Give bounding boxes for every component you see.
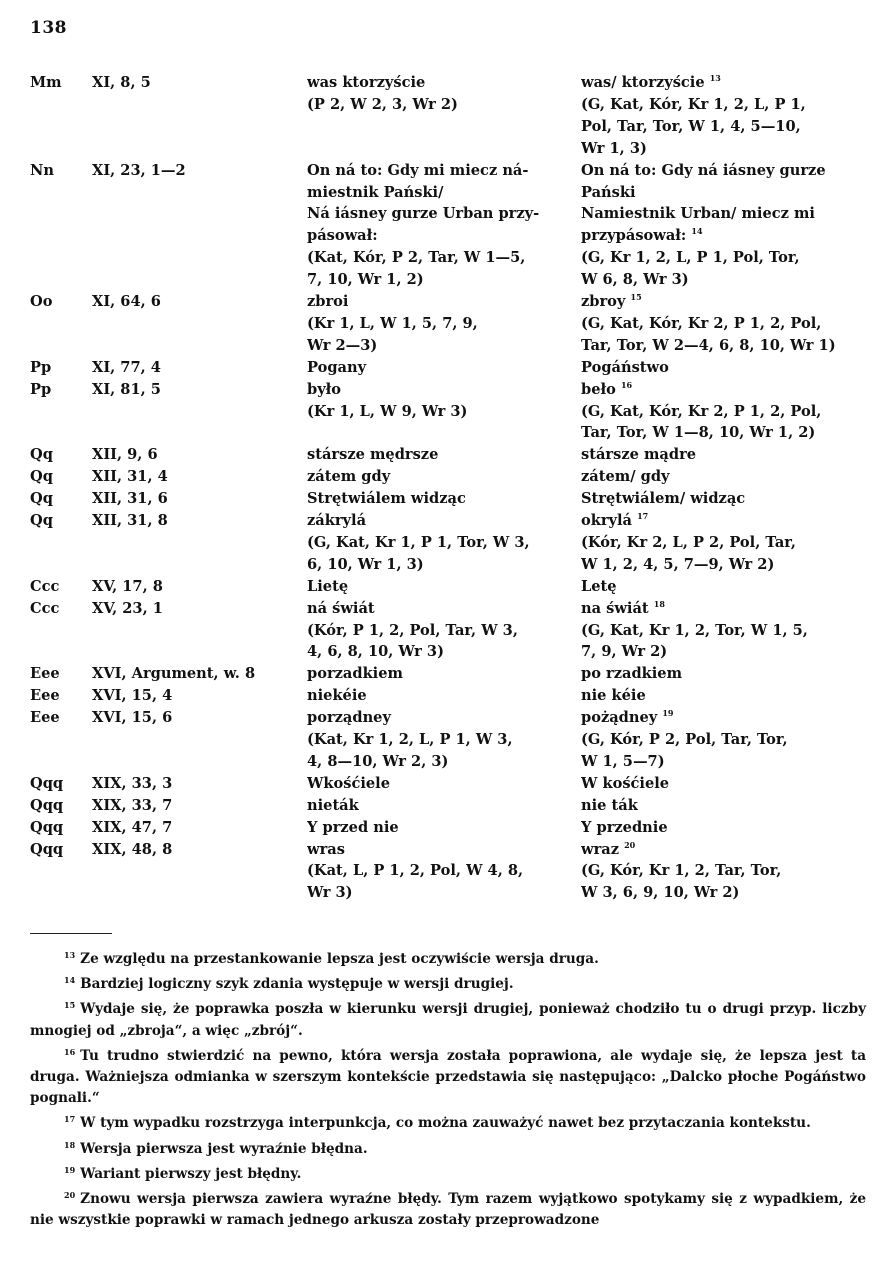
reading-line: (G, Kat, Kr 1, 2, Tor, W 1, 5, <box>581 621 808 639</box>
reading-first <box>307 160 575 291</box>
reading-line: 6, 10, Wr 1, 3) <box>307 555 424 573</box>
footnote-rule <box>30 933 112 934</box>
signature: Qq <box>30 446 53 464</box>
footnote <box>30 1109 866 1134</box>
signature: Ccc <box>30 577 60 595</box>
reading-first <box>307 839 575 905</box>
reading-second <box>581 444 866 466</box>
reading-line: ná świát <box>307 599 375 617</box>
footnote-text: W tym wypadku rozstrzyga interpunkcja, co można zauważyć nawet bez przytaczania kontekstu. <box>80 1115 811 1132</box>
reading-line: Tar, Tor, W 1—8, 10, Wr 1, 2) <box>581 424 816 442</box>
footnote-ref: 17 <box>637 511 649 521</box>
reading-line: (G, Kat, Kór, Kr 1, 2, L, P 1, <box>581 95 806 113</box>
reading-line: Tar, Tor, W 2—4, 6, 8, 10, Wr 1) <box>581 336 836 354</box>
footnote-ref: 15 <box>630 292 642 302</box>
footnote <box>30 1160 866 1185</box>
location: XVI, 15, 4 <box>92 687 173 705</box>
reading-line: zbroy $^{15}$ <box>581 292 642 310</box>
reading-first <box>307 795 575 817</box>
reading-line: (Kat, L, P 1, 2, Pol, W 4, 8, <box>307 862 524 880</box>
reading-line: okrylá $^{17}$ <box>581 511 649 529</box>
location: XI, 23, 1—2 <box>92 161 186 179</box>
reading-second <box>581 160 866 291</box>
location: XI, 77, 4 <box>92 358 161 376</box>
reading-second <box>581 291 866 357</box>
reading-line: pożądney $^{19}$ <box>581 708 674 727</box>
reading-line: Pol, Tar, Tor, W 1, 4, 5—10, <box>581 117 801 135</box>
reading-first <box>307 466 575 488</box>
reading-first <box>307 488 575 510</box>
location: XII, 31, 8 <box>92 512 168 529</box>
footnote <box>30 1185 866 1231</box>
reading-first <box>307 379 575 423</box>
reading-first <box>307 576 575 598</box>
reading-second <box>581 663 866 685</box>
reading-line: (G, Kór, P 2, Pol, Tar, Tor, <box>581 731 788 748</box>
location: XII, 31, 4 <box>92 468 168 486</box>
location: XII, 31, 6 <box>92 490 168 508</box>
footnote-number: 19 <box>64 1164 76 1175</box>
footnote-text: Wydaje się, że poprawka poszła w kierunku wersji drugiej, ponieważ chodziło tu o drugi przyp. liczby mnogiej od „zbroja“, a więc „zbrój“. <box>30 1001 866 1039</box>
signature: Mm <box>30 74 62 91</box>
signature: Eee <box>30 665 60 683</box>
signature: Nn <box>30 161 54 179</box>
reading-line: W 1, 5—7) <box>581 752 665 770</box>
footnote-ref: 19 <box>662 708 674 719</box>
reading-line: 4, 8—10, Wr 2, 3) <box>307 752 449 770</box>
reading-line: Wr 2—3) <box>307 336 378 354</box>
footnote-number: 20 <box>64 1190 76 1201</box>
reading-line: (Kór, P 1, 2, Pol, Tar, W 3, <box>307 621 518 639</box>
signature: Qqq <box>30 818 64 836</box>
location: XVI, Argument, w. 8 <box>92 665 256 683</box>
reading-line: Y przednie <box>581 818 668 836</box>
location: XIX, 33, 7 <box>92 796 173 814</box>
reading-line: 4, 6, 8, 10, Wr 3) <box>307 643 444 661</box>
footnote-text: Wariant pierwszy jest błędny. <box>80 1165 302 1182</box>
location: XI, 64, 6 <box>92 293 161 310</box>
reading-line: Wr 1, 3) <box>581 139 647 157</box>
reading-line: 7, 9, Wr 2) <box>581 643 668 661</box>
reading-line: miestnik Pański/ <box>307 183 444 201</box>
reading-first <box>307 510 575 576</box>
location: XIX, 48, 8 <box>92 840 173 858</box>
location: XIX, 47, 7 <box>92 818 173 836</box>
reading-line: nie ták <box>581 796 638 814</box>
reading-line: Pogany <box>307 358 367 376</box>
reading-line: nieták <box>307 796 359 814</box>
reading-line: Namiestnik Urban/ miecz mi <box>581 205 815 223</box>
reading-first <box>307 72 575 116</box>
location: XII, 9, 6 <box>92 446 158 464</box>
location: XV, 23, 1 <box>92 599 163 617</box>
reading-first <box>307 707 575 773</box>
location: XI, 81, 5 <box>92 380 161 398</box>
footnote-ref: 18 <box>653 598 665 609</box>
footnote-ref: 13 <box>709 73 721 83</box>
reading-line: Lietę <box>307 577 349 595</box>
footnote <box>30 995 866 1041</box>
reading-line: (G, Kór, Kr 1, 2, Tar, Tor, <box>581 862 782 880</box>
reading-line: pásował: <box>307 227 378 245</box>
reading-second <box>581 466 866 488</box>
reading-line: zbroi <box>307 293 349 310</box>
reading-line: zátem gdy <box>307 468 391 486</box>
reading-line: wras <box>307 840 345 858</box>
reading-second <box>581 839 866 905</box>
reading-line: zátem/ gdy <box>581 468 670 486</box>
signature: Qqq <box>30 774 64 792</box>
reading-line: (Kat, Kór, P 2, Tar, W 1—5, <box>307 249 526 267</box>
reading-line: stársze mądre <box>581 446 697 464</box>
reading-line: porzadkiem <box>307 665 403 683</box>
footnotes <box>30 945 866 1231</box>
reading-second <box>581 707 866 773</box>
reading-second <box>581 72 866 160</box>
reading-line: było <box>307 380 342 398</box>
reading-first <box>307 598 575 664</box>
reading-line: (G, Kat, Kór, Kr 2, P 1, 2, Pol, <box>581 314 822 332</box>
reading-line: was ktorzyście <box>307 74 426 91</box>
reading-first <box>307 817 575 839</box>
signature: Pp <box>30 380 52 398</box>
signature: Qqq <box>30 796 64 814</box>
reading-second <box>581 379 866 445</box>
reading-second <box>581 598 866 664</box>
footnote <box>30 945 866 970</box>
reading-second <box>581 576 866 598</box>
location: XV, 17, 8 <box>92 577 163 595</box>
reading-line: zákrylá <box>307 512 367 529</box>
footnote <box>30 1042 866 1110</box>
footnote-text: Ze względu na przestankowanie lepsza jest oczywiście wersja druga. <box>80 951 599 967</box>
reading-first <box>307 773 575 795</box>
footnote-number: 18 <box>64 1139 76 1150</box>
reading-line: W 6, 8, Wr 3) <box>581 271 689 289</box>
reading-line: W kośćiele <box>581 774 670 792</box>
reading-line: On ná to: Gdy mi miecz ná- <box>307 161 529 179</box>
reading-line: Y przed nie <box>307 818 399 836</box>
footnote <box>30 1135 866 1160</box>
reading-first <box>307 663 575 685</box>
reading-line: (Kr 1, L, W 1, 5, 7, 9, <box>307 314 478 332</box>
signature: Pp <box>30 358 52 376</box>
location: XVI, 15, 6 <box>92 709 173 727</box>
signature: Qqq <box>30 840 64 858</box>
location: XI, 8, 5 <box>92 74 151 91</box>
footnote-number: 14 <box>64 975 76 986</box>
signature: Oo <box>30 293 53 310</box>
footnote-ref: 14 <box>691 226 703 237</box>
footnote-text: Bardziej logiczny szyk zdania występuje w wersji drugiej. <box>80 976 514 993</box>
page-number: 138 <box>30 18 67 38</box>
reading-line: na świát $^{18}$ <box>581 598 665 617</box>
signature: Eee <box>30 709 60 727</box>
reading-second <box>581 357 866 379</box>
footnote <box>30 970 866 995</box>
reading-line: W 1, 2, 4, 5, 7—9, Wr 2) <box>581 555 775 573</box>
reading-line: Strętwiálem/ widząc <box>581 490 746 508</box>
reading-first <box>307 444 575 466</box>
reading-line: nie kéie <box>581 687 646 705</box>
signature: Eee <box>30 687 60 705</box>
reading-line: 7, 10, Wr 1, 2) <box>307 271 424 289</box>
reading-line: Pogáństwo <box>581 358 669 376</box>
location: XIX, 33, 3 <box>92 774 173 792</box>
footnote-text: Wersja pierwsza jest wyraźnie błędna. <box>80 1140 368 1157</box>
footnote-number: 16 <box>64 1046 76 1057</box>
footnote-ref: 16 <box>620 379 633 390</box>
reading-line: (Kr 1, L, W 9, Wr 3) <box>307 402 468 420</box>
footnote-number: 13 <box>64 950 76 960</box>
reading-first <box>307 685 575 707</box>
signature: Qq <box>30 512 53 529</box>
reading-line: (Kat, Kr 1, 2, L, P 1, W 3, <box>307 731 513 748</box>
signature: Qq <box>30 468 53 486</box>
reading-line: stársze mędrsze <box>307 446 439 464</box>
footnote-number: 17 <box>64 1114 76 1125</box>
reading-line: beło $^{16}$ <box>581 379 633 398</box>
reading-line: wraz $^{20}$ <box>581 839 636 858</box>
reading-second <box>581 488 866 510</box>
signature: Ccc <box>30 599 60 617</box>
reading-line: On ná to: Gdy ná iásney gurze <box>581 161 826 179</box>
reading-line: (Kór, Kr 2, L, P 2, Pol, Tar, <box>581 533 796 551</box>
reading-first <box>307 357 575 379</box>
footnote-number: 15 <box>64 1000 76 1011</box>
reading-line: porządney <box>307 709 391 727</box>
reading-line: Wkośćiele <box>307 774 390 792</box>
reading-line: Ná iásney gurze Urban przy- <box>307 205 540 223</box>
reading-second <box>581 510 866 576</box>
reading-second <box>581 685 866 707</box>
footnote-ref: 20 <box>624 839 636 850</box>
signature: Qq <box>30 490 53 508</box>
reading-line: W 3, 6, 9, 10, Wr 2) <box>581 884 740 902</box>
reading-line: Pański <box>581 183 636 201</box>
reading-line: Letę <box>581 577 617 595</box>
reading-second <box>581 773 866 795</box>
reading-line: Strętwiálem widząc <box>307 490 466 508</box>
reading-line: (G, Kr 1, 2, L, P 1, Pol, Tor, <box>581 249 800 267</box>
reading-line: was/ ktorzyście $^{13}$ <box>581 73 721 91</box>
reading-line: niekéie <box>307 687 367 705</box>
reading-line: przypásował: $^{14}$ <box>581 226 703 245</box>
reading-second <box>581 795 866 817</box>
reading-line: (P 2, W 2, 3, Wr 2) <box>307 95 458 113</box>
reading-line: (G, Kat, Kór, Kr 2, P 1, 2, Pol, <box>581 402 822 420</box>
footnote-text: Tu trudno stwierdzić na pewno, która wersja została poprawiona, ale wydaje się, że lepsza jest ta druga. Ważniejsza odmianka w szerszym kontekście przedstawia się następująco: „Dalcko płoche Pogáństwo pognali.“ <box>30 1047 866 1107</box>
footnote-text: Znowu wersja pierwsza zawiera wyraźne błędy. Tym razem wyjątkowo spotykamy się z wypadkiem, że nie wszystkie poprawki w ramach jednego arkusza zostały przeprowadzone <box>30 1191 866 1229</box>
reading-first <box>307 291 575 357</box>
reading-line: (G, Kat, Kr 1, P 1, Tor, W 3, <box>307 533 530 551</box>
reading-second <box>581 817 866 839</box>
reading-line: po rzadkiem <box>581 665 683 683</box>
reading-line: Wr 3) <box>307 884 353 902</box>
